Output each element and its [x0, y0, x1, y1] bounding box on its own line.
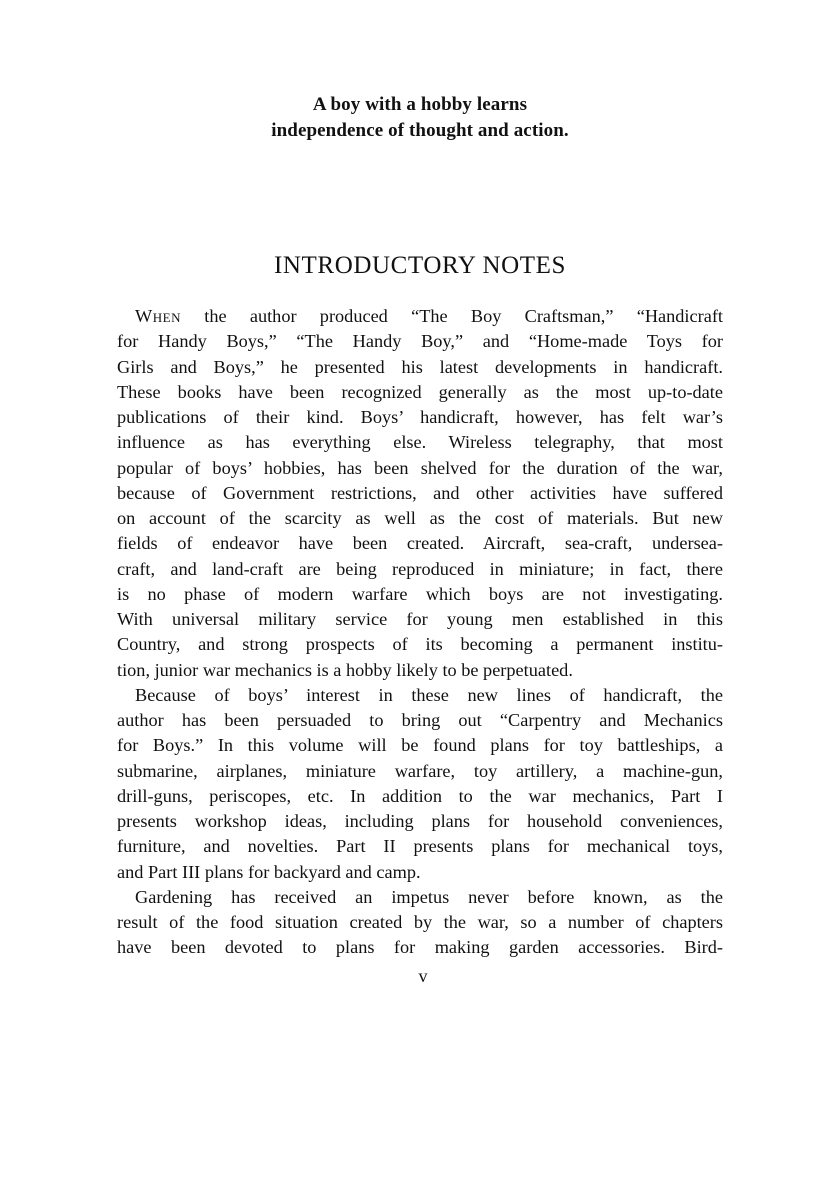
- text-line: for Handy Boys,” “The Handy Boy,” and “Home-made Toys for: [117, 331, 723, 352]
- text-line: Girls and Boys,” he presented his latest developments in handicraft.: [117, 356, 723, 377]
- epigraph: [0, 92, 840, 144]
- text-line: result of the food situation created by the war, so a number of chapters: [117, 912, 723, 932]
- text-line: With universal military service for young men established in this: [117, 609, 723, 629]
- text-line: presents workshop ideas, including plans for household conveniences,: [117, 811, 723, 831]
- text-line: because of Government restrictions, and other activities have suffered: [117, 482, 723, 503]
- text-line: [117, 304, 723, 329]
- text-line-content: the author produced “The Boy Craftsman,” “Handicraft: [180, 306, 723, 326]
- page-number: v: [418, 966, 428, 986]
- text-line: Because of boys’ interest in these new lines of handicraft, the: [135, 684, 723, 705]
- epigraph-line-1: A boy with a hobby learns: [312, 94, 528, 115]
- section-title: INTRODUCTORY NOTES: [273, 252, 567, 279]
- text-line: drill-guns, periscopes, etc. In addition to the war mechanics, Part I: [117, 785, 723, 806]
- text-line: Gardening has received an impetus never before known, as the: [135, 886, 723, 907]
- text-line: popular of boys’ hobbies, has been shelved for the duration of the war,: [117, 457, 723, 478]
- text-line: author has been persuaded to bring out “Carpentry and Mechanics: [117, 710, 723, 730]
- text-line: for Boys.” In this volume will be found plans for toy battleships, a: [117, 735, 723, 756]
- text-line: is no phase of modern warfare which boys are not investigating.: [117, 583, 723, 604]
- text-line: publications of their kind. Boys’ handicraft, however, has felt war’s: [117, 407, 723, 427]
- text-line: and Part III plans for backyard and camp.: [117, 861, 421, 882]
- epigraph-line-2: independence of thought and action.: [271, 120, 569, 141]
- text-line: influence as has everything else. Wireless telegraphy, that most: [117, 432, 723, 453]
- text-line: have been devoted to plans for making garden accessories. Bird-: [117, 937, 723, 958]
- lead-word: When: [135, 306, 181, 326]
- body-text: [117, 304, 723, 961]
- text-line: on account of the scarcity as well as the cost of materials. But new: [117, 508, 723, 528]
- text-line: furniture, and novelties. Part II presents plans for mechanical toys,: [117, 836, 723, 857]
- text-line: craft, and land-craft are being reproduced in miniature; in fact, there: [117, 558, 723, 579]
- text-line: tion, junior war mechanics is a hobby likely to be perpetuated.: [117, 659, 573, 680]
- text-line: Country, and strong prospects of its becoming a permanent institu-: [117, 634, 723, 655]
- text-line: submarine, airplanes, miniature warfare, toy artillery, a machine-gun,: [117, 760, 723, 781]
- text-line: These books have been recognized generally as the most up-to-date: [117, 381, 723, 402]
- text-line: fields of endeavor have been created. Aircraft, sea-craft, undersea-: [117, 533, 723, 554]
